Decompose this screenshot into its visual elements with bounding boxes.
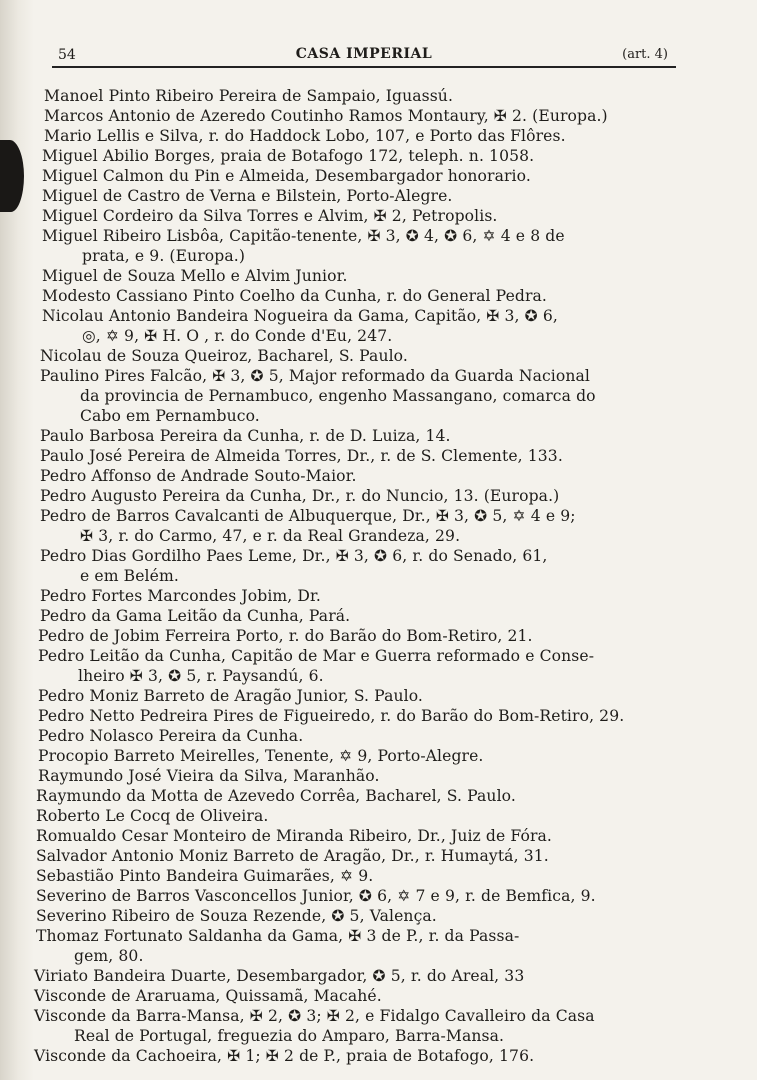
entry-line: ◎, ✡ 9, ✠ H. O , r. do Conde d'Eu, 247. [82, 327, 393, 345]
entry-line: e em Belém. [80, 567, 179, 585]
entry-line: Miguel Ribeiro Lisbôa, Capitão-tenente, ✠ 3, ✪ 4, ✪ 6, ✡ 4 e 8 de [42, 227, 565, 245]
entry-line: Pedro de Jobim Ferreira Porto, r. do Barão do Bom-Retiro, 21. [38, 627, 533, 645]
entry-line: Visconde de Araruama, Quissamã, Macahé. [34, 987, 382, 1005]
entry-line: Cabo em Pernambuco. [80, 407, 260, 425]
entry-line: Real de Portugal, freguezia do Amparo, Barra-Mansa. [74, 1027, 505, 1045]
section-reference: (art. 4) [622, 47, 668, 62]
entry-line: Pedro Augusto Pereira da Cunha, Dr., r. do Nuncio, 13. (Europa.) [40, 487, 560, 505]
entry-line: lheiro ✠ 3, ✪ 5, r. Paysandú, 6. [78, 667, 324, 685]
entry-line: Romualdo Cesar Monteiro de Miranda Ribeiro, Dr., Juiz de Fóra. [36, 827, 552, 845]
entry-line: ✠ 3, r. do Carmo, 47, e r. da Real Grandeza, 29. [80, 527, 461, 545]
entry-line: Pedro da Gama Leitão da Cunha, Pará. [40, 607, 351, 625]
entry-line: Raymundo José Vieira da Silva, Maranhão. [38, 767, 380, 785]
entry-line: Sebastião Pinto Bandeira Guimarães, ✡ 9. [36, 867, 374, 885]
entry-line: Severino de Barros Vasconcellos Junior, ✪ 6, ✡ 7 e 9, r. de Bemfica, 9. [36, 887, 596, 905]
entry-line: Roberto Le Cocq de Oliveira. [36, 807, 269, 825]
entry-line: Viriato Bandeira Duarte, Desembargador, ✪ 5, r. do Areal, 33 [34, 967, 525, 985]
entry-line: Thomaz Fortunato Saldanha da Gama, ✠ 3 de P., r. da Passa- [36, 927, 520, 945]
entry-line: prata, e 9. (Europa.) [82, 247, 246, 265]
entry-line: Miguel Cordeiro da Silva Torres e Alvim, ✠ 2, Petropolis. [42, 207, 498, 225]
entry-line: Visconde da Cachoeira, ✠ 1; ✠ 2 de P., praia de Botafogo, 176. [34, 1047, 535, 1065]
entry-line: Miguel Abilio Borges, praia de Botafogo 172, teleph. n. 1058. [42, 147, 535, 165]
entry-line: Paulo José Pereira de Almeida Torres, Dr., r. de S. Clemente, 133. [40, 447, 563, 465]
entry-line: Miguel de Souza Mello e Alvim Junior. [42, 267, 348, 285]
entry-line: Manoel Pinto Ribeiro Pereira de Sampaio, Iguassú. [44, 87, 454, 105]
entry-line: Pedro Leitão da Cunha, Capitão de Mar e Guerra reformado e Conse- [38, 647, 595, 665]
page-header [52, 44, 676, 68]
entry-line: Raymundo da Motta de Azevedo Corrêa, Bacharel, S. Paulo. [36, 787, 516, 805]
entry-line: Nicolau Antonio Bandeira Nogueira da Gama, Capitão, ✠ 3, ✪ 6, [42, 307, 558, 325]
entry-line: Marcos Antonio de Azeredo Coutinho Ramos Montaury, ✠ 2. (Europa.) [44, 107, 608, 125]
entry-line: da provincia de Pernambuco, engenho Massangano, comarca do [80, 387, 596, 405]
entry-line: Pedro Moniz Barreto de Aragão Junior, S. Paulo. [38, 687, 423, 705]
entry-line: Procopio Barreto Meirelles, Tenente, ✡ 9, Porto-Alegre. [38, 747, 484, 765]
entry-line: Pedro Dias Gordilho Paes Leme, Dr., ✠ 3, ✪ 6, r. do Senado, 61, [40, 547, 548, 565]
entry-line: Visconde da Barra-Mansa, ✠ 2, ✪ 3; ✠ 2, e Fidalgo Cavalleiro da Casa [34, 1007, 595, 1025]
entry-line: Pedro Nolasco Pereira da Cunha. [38, 727, 304, 745]
page-number: 54 [58, 47, 76, 63]
entry-line: Miguel Calmon du Pin e Almeida, Desembargador honorario. [42, 167, 531, 185]
entry-line: gem, 80. [74, 947, 144, 965]
entry-line: Severino Ribeiro de Souza Rezende, ✪ 5, Valença. [36, 907, 437, 925]
entry-line: Paulino Pires Falcão, ✠ 3, ✪ 5, Major reformado da Guarda Nacional [40, 367, 591, 385]
entry-line: Salvador Antonio Moniz Barreto de Aragão, Dr., r. Humaytá, 31. [36, 847, 549, 865]
entry-line: Pedro Fortes Marcondes Jobim, Dr. [40, 587, 321, 605]
entry-line: Modesto Cassiano Pinto Coelho da Cunha, r. do General Pedra. [42, 287, 547, 305]
entry-line: Pedro Affonso de Andrade Souto-Maior. [40, 467, 357, 485]
running-title: CASA IMPERIAL [295, 46, 433, 62]
entry-line: Pedro de Barros Cavalcanti de Albuquerque, Dr., ✠ 3, ✪ 5, ✡ 4 e 9; [40, 507, 576, 525]
entry-line: Mario Lellis e Silva, r. do Haddock Lobo, 107, e Porto das Flôres. [44, 127, 566, 145]
entry-line: Nicolau de Souza Queiroz, Bacharel, S. Paulo. [40, 347, 408, 365]
entry-line: Paulo Barbosa Pereira da Cunha, r. de D. Luiza, 14. [40, 427, 451, 445]
entry-line: Pedro Netto Pedreira Pires de Figueiredo, r. do Barão do Bom-Retiro, 29. [38, 707, 625, 725]
entry-line: Miguel de Castro de Verna e Bilstein, Porto-Alegre. [42, 187, 453, 205]
